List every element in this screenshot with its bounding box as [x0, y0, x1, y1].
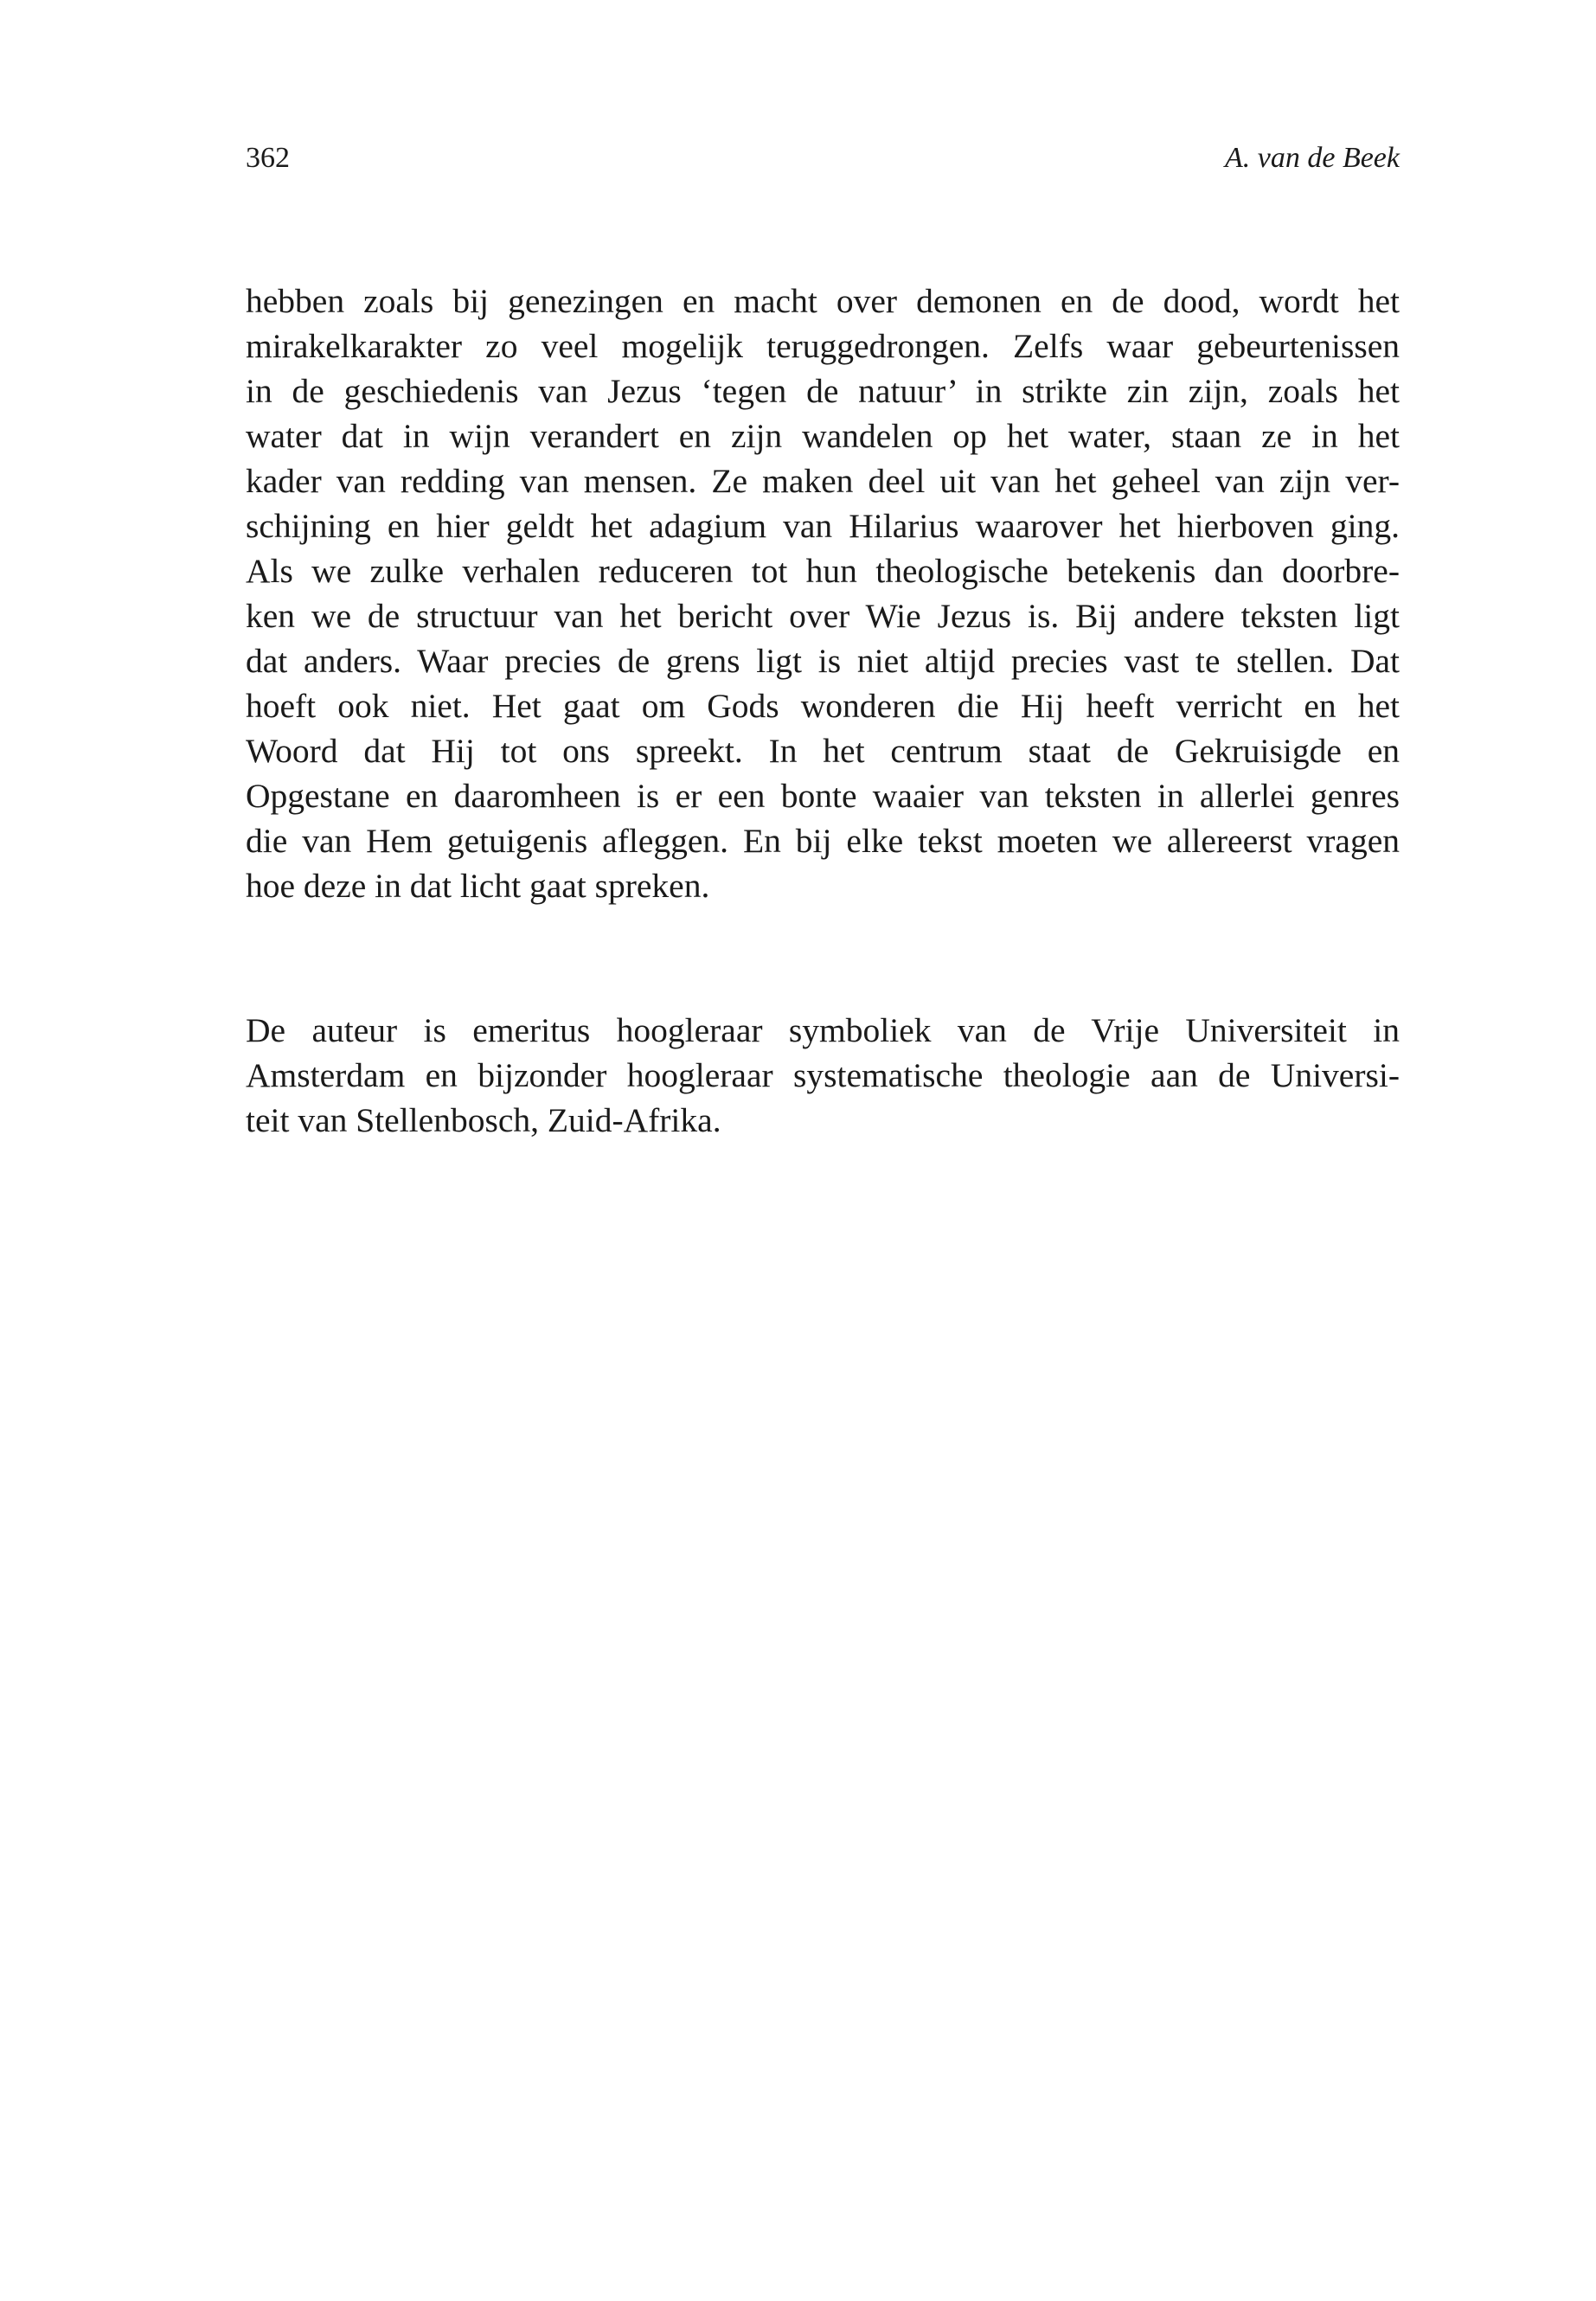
- body-line: water dat in wijn verandert en zijn wandelen op het water, staan ze in het: [246, 417, 1400, 455]
- body-line: schijning en hier geldt het adagium van Hilarius waarover het hierboven ging.: [246, 507, 1400, 545]
- body-paragraph: [246, 279, 1400, 908]
- body-line: hoeft ook niet. Het gaat om Gods wonderen die Hij heeft verricht en het: [246, 687, 1400, 725]
- running-head: [246, 137, 1400, 180]
- body-line: Opgestane en daaromheen is er een bonte waaier van teksten in allerlei genres: [246, 777, 1400, 815]
- running-head-author: A. van de Beek: [1225, 142, 1400, 174]
- author-note-line: teit van Stellenbosch, Zuid-Afrika.: [246, 1101, 721, 1139]
- page-number: 362: [246, 142, 290, 174]
- author-note: [246, 1008, 1400, 1143]
- body-line: kader van redding van mensen. Ze maken deel uit van het geheel van zijn ver-: [246, 462, 1400, 500]
- body-line: Woord dat Hij tot ons spreekt. In het centrum staat de Gekruisigde en: [246, 732, 1400, 770]
- author-note-line: Amsterdam en bijzonder hoogleraar systematische theologie aan de Universi-: [246, 1056, 1400, 1094]
- body-line: hoe deze in dat licht gaat spreken.: [246, 867, 710, 905]
- author-note-line: De auteur is emeritus hoogleraar symboliek van de Vrije Universiteit in: [246, 1011, 1400, 1049]
- body-line: hebben zoals bij genezingen en macht over demonen en de dood, wordt het: [246, 282, 1400, 320]
- body-line: ken we de structuur van het bericht over Wie Jezus is. Bij andere teksten ligt: [246, 597, 1400, 635]
- body-line: Als we zulke verhalen reduceren tot hun theologische betekenis dan doorbre-: [246, 552, 1400, 590]
- body-line: die van Hem getuigenis afleggen. En bij elke tekst moeten we allereerst vragen: [246, 822, 1400, 860]
- body-line: mirakelkarakter zo veel mogelijk teruggedrongen. Zelfs waar gebeurtenissen: [246, 327, 1400, 365]
- body-line: dat anders. Waar precies de grens ligt is niet altijd precies vast te stellen. Dat: [246, 642, 1400, 680]
- body-line: in de geschiedenis van Jezus ‘tegen de natuur’ in strikte zin zijn, zoals het: [246, 372, 1400, 410]
